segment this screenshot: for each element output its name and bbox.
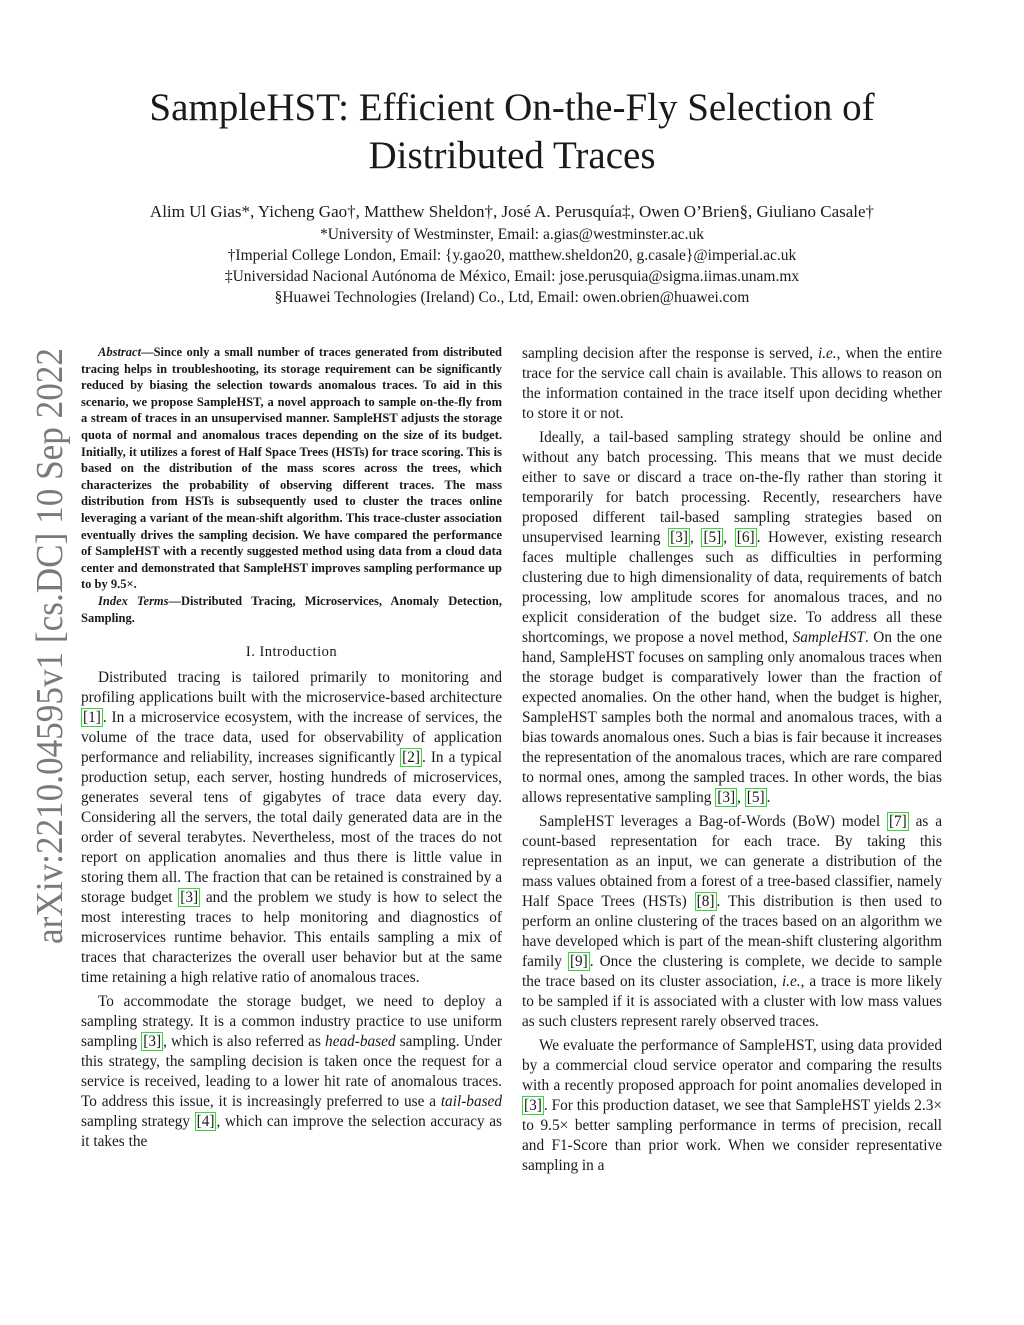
right-column: [522, 344, 942, 1176]
index-terms: [81, 593, 502, 626]
arxiv-identifier: arXiv:2210.04595v1 [cs.DC] 10 Sep 2022: [29, 300, 71, 944]
emphasis: SampleHST: [792, 629, 865, 646]
text-run: . This distribution is then used to perform an online clustering of the traces based on an algorithm we have developed which is part of the mean-shift clustering algorithm family: [522, 893, 942, 970]
section-heading-introduction: I. Introduction: [245, 644, 338, 661]
citation-link[interactable]: [3]: [143, 1033, 162, 1051]
text-run: We evaluate the performance of SampleHST, using data provided by a commercial cloud service operator and comparing the results with a recently proposed approach for point anomalies developed in: [522, 1037, 942, 1094]
index-terms-text: —Distributed Tracing, Microservices, Anomaly Detection, Sampling.: [81, 593, 502, 625]
citation-link[interactable]: [5]: [703, 529, 722, 546]
arxiv-sidebar: [10, 300, 90, 947]
intro-paragraph-5: [522, 1036, 942, 1176]
text-run: . However, existing research faces multiple challenges such as difficulties in performing clustering due to high dimensionality of data, requirements of batch processing, low amplitude scores for anomalous traces, and no explicit consideration of the budget size. To address all these shortcomings, we propose a novel method,: [522, 529, 942, 646]
text-run: , which can improve the selection accuracy as it takes the: [81, 1113, 502, 1151]
text-run: ,: [723, 529, 735, 546]
arxiv-sidebar-svg: [10, 300, 90, 947]
affiliation-imperial: †Imperial College London, Email: {y.gao20, matthew.sheldon20, g.casale}@imperial.ac.uk: [227, 247, 797, 264]
text-run: . In a microservice ecosystem, with the increase of services, the volume of the trace data, used for observability of application performance and reliability, increases significantly: [81, 709, 502, 767]
affiliation-westminster: *University of Westminster, Email: a.gias@westminster.ac.uk: [319, 226, 705, 243]
text-run: as a count-based representation for each trace. By taking this representation as an input, we can generate a distribution of the mass values obtained from a forest of a tree-based classifier, namely Half Space Trees (HSTs): [522, 813, 942, 910]
text-run: Ideally, a tail-based sampling strategy should be online and without any batch processing. This means that we must decide either to save or discard a trace on-the-fly rather than storing it temporarily for batch processing. Recently, researchers have proposed different tail-based sampling strategies based on unsupervised learning: [522, 429, 942, 546]
text-run: sampling. Under this strategy, the sampling decision is taken once the request for a service is received, leading to a lower hit rate of anomalous traces. To address this issue, it is increasingly preferred to use a: [81, 1033, 502, 1111]
text-run: .: [766, 789, 771, 806]
text-run: To accommodate the storage budget, we need to deploy a sampling strategy. It is a common industry practice to use uniform sampling: [81, 993, 502, 1051]
text-run: . Once the clustering is complete, we decide to sample the trace based on its cluster association,: [522, 953, 942, 990]
text-run: sampling strategy: [81, 1113, 195, 1131]
title-line-2: Distributed Traces: [368, 134, 656, 177]
emphasis: i.e.: [817, 345, 837, 362]
text-run: Distributed tracing is tailored primarily to monitoring and profiling applications built with the microservice-based architecture: [81, 669, 502, 707]
citation-link[interactable]: [6]: [736, 529, 755, 546]
citation-link[interactable]: [2]: [402, 749, 421, 767]
emphasis: head-based: [325, 1033, 396, 1051]
affiliation-unam: ‡Universidad Nacional Autónoma de México, Email: jose.perusquia@sigma.iimas.unam.mx: [224, 268, 800, 285]
citation-link[interactable]: [1]: [83, 709, 101, 727]
abstract-text: —Since only a small number of traces generated from distributed tracing helps in troubleshooting, its storage requirement can be significantly reduced by biasing the selection towards anomalous traces. To aid in this scenario, we propose SampleHST, a novel approach to sample on-the-fly from a stream of traces in an unsupervised manner. SampleHST adjusts the storage quota of normal and anomalous traces depending on the size of its budget. Initially, it utilizes a forest of Half Space Trees (HSTs) for trace scoring. This is based on the distribution of the mass scores across the trees, which characterizes the probability of observing different traces. The mass distribution from HSTs is subsequently used to cluster the traces online leveraging a variant of the mean-shift algorithm. This trace-cluster association eventually drives the sampling decision. We have compared the performance of SampleHST with a recently suggested method using data from a cloud data center and demonstrated that SampleHST improves sampling performance up to by 9.5×.: [81, 345, 502, 592]
text-run: ,: [737, 789, 745, 806]
abstract: [81, 344, 502, 593]
citation-link[interactable]: [3]: [524, 1097, 542, 1114]
citation-link[interactable]: [3]: [180, 889, 199, 907]
intro-paragraph-3: [522, 428, 942, 808]
citation-link[interactable]: [7]: [888, 813, 907, 830]
text-run: SampleHST leverages a Bag-of-Words (BoW) model: [539, 813, 887, 830]
intro-paragraph-continued: [522, 344, 942, 424]
text-run: . On the one hand, SampleHST focuses on sampling only anomalous traces when the storage budget is comparatively lower than the fraction of expected anomalies. On the other hand, when the budget is higher, SampleHST samples both the normal and anomalous traces, with a bias towards anomalous ones. Such a bias is fair because it increases the representation of the anomalous traces, which are rare compared to normal ones, among the sampled traces. In other words, the bias allows representative sampling: [522, 629, 942, 806]
intro-paragraph-4: [522, 812, 942, 1032]
citation-link[interactable]: [3]: [670, 529, 688, 546]
text-run: and the problem we study is how to select the most interesting traces to help monitoring and diagnostics of microservices runtime behavior. This entails sampling a mix of traces that characterizes the overall user behavior but at the same time retaining a high relative ratio of anomalous traces.: [81, 889, 502, 987]
citation-link[interactable]: [5]: [746, 789, 765, 806]
citation-link[interactable]: [9]: [569, 953, 588, 970]
citation-link[interactable]: [8]: [696, 893, 715, 910]
text-run: sampling decision after the response is served,: [522, 345, 818, 362]
intro-paragraph-2: [81, 992, 502, 1152]
citation-link[interactable]: [3]: [717, 789, 736, 806]
emphasis: i.e.: [781, 973, 801, 990]
text-run: , when the entire trace for the service call chain is available. This allows to reason on the information contained in the trace itself upon deciding whether to store it or not.: [522, 345, 942, 422]
citation-link[interactable]: [4]: [196, 1113, 215, 1131]
intro-paragraph-1: [81, 668, 502, 988]
title-line-1: SampleHST: Efficient On-the-Fly Selection of: [149, 86, 875, 129]
paper-title: [0, 84, 1024, 180]
left-column: [81, 344, 502, 1152]
index-terms-label: Index Terms: [98, 593, 169, 608]
text-run: , which is also referred as: [163, 1033, 326, 1051]
text-run: , a trace is more likely to be sampled if it is associated with a cluster with low mass values as such clusters represent rarely observed traces.: [522, 973, 942, 1030]
text-run: . For this production dataset, we see that SampleHST yields 2.3× to 9.5× better sampling performance in terms of precision, recall and F1-Score than prior work. When we consider representative sampling in a: [522, 1097, 942, 1174]
affiliation-huawei: §Huawei Technologies (Ireland) Co., Ltd, Email: owen.obrien@huawei.com: [274, 289, 750, 306]
text-run: . In a typical production setup, each server, hosting hundreds of microservices, generates several tens of gigabytes of trace data every day. Considering all the servers, the total daily generated data are in the order of several terabytes. Nevertheless, most of the traces do not report on application anomalies and thus there is little value in storing them all. The fraction that can be retained is constrained by a storage budget: [81, 749, 502, 907]
emphasis: tail-based: [440, 1093, 502, 1111]
author-list: Alim Ul Gias*, Yicheng Gao†, Matthew Sheldon†, José A. Perusquía‡, Owen O’Brien§, Giuliano Casale†: [149, 202, 875, 221]
abstract-label: Abstract: [98, 345, 142, 359]
text-run: ,: [689, 529, 702, 546]
